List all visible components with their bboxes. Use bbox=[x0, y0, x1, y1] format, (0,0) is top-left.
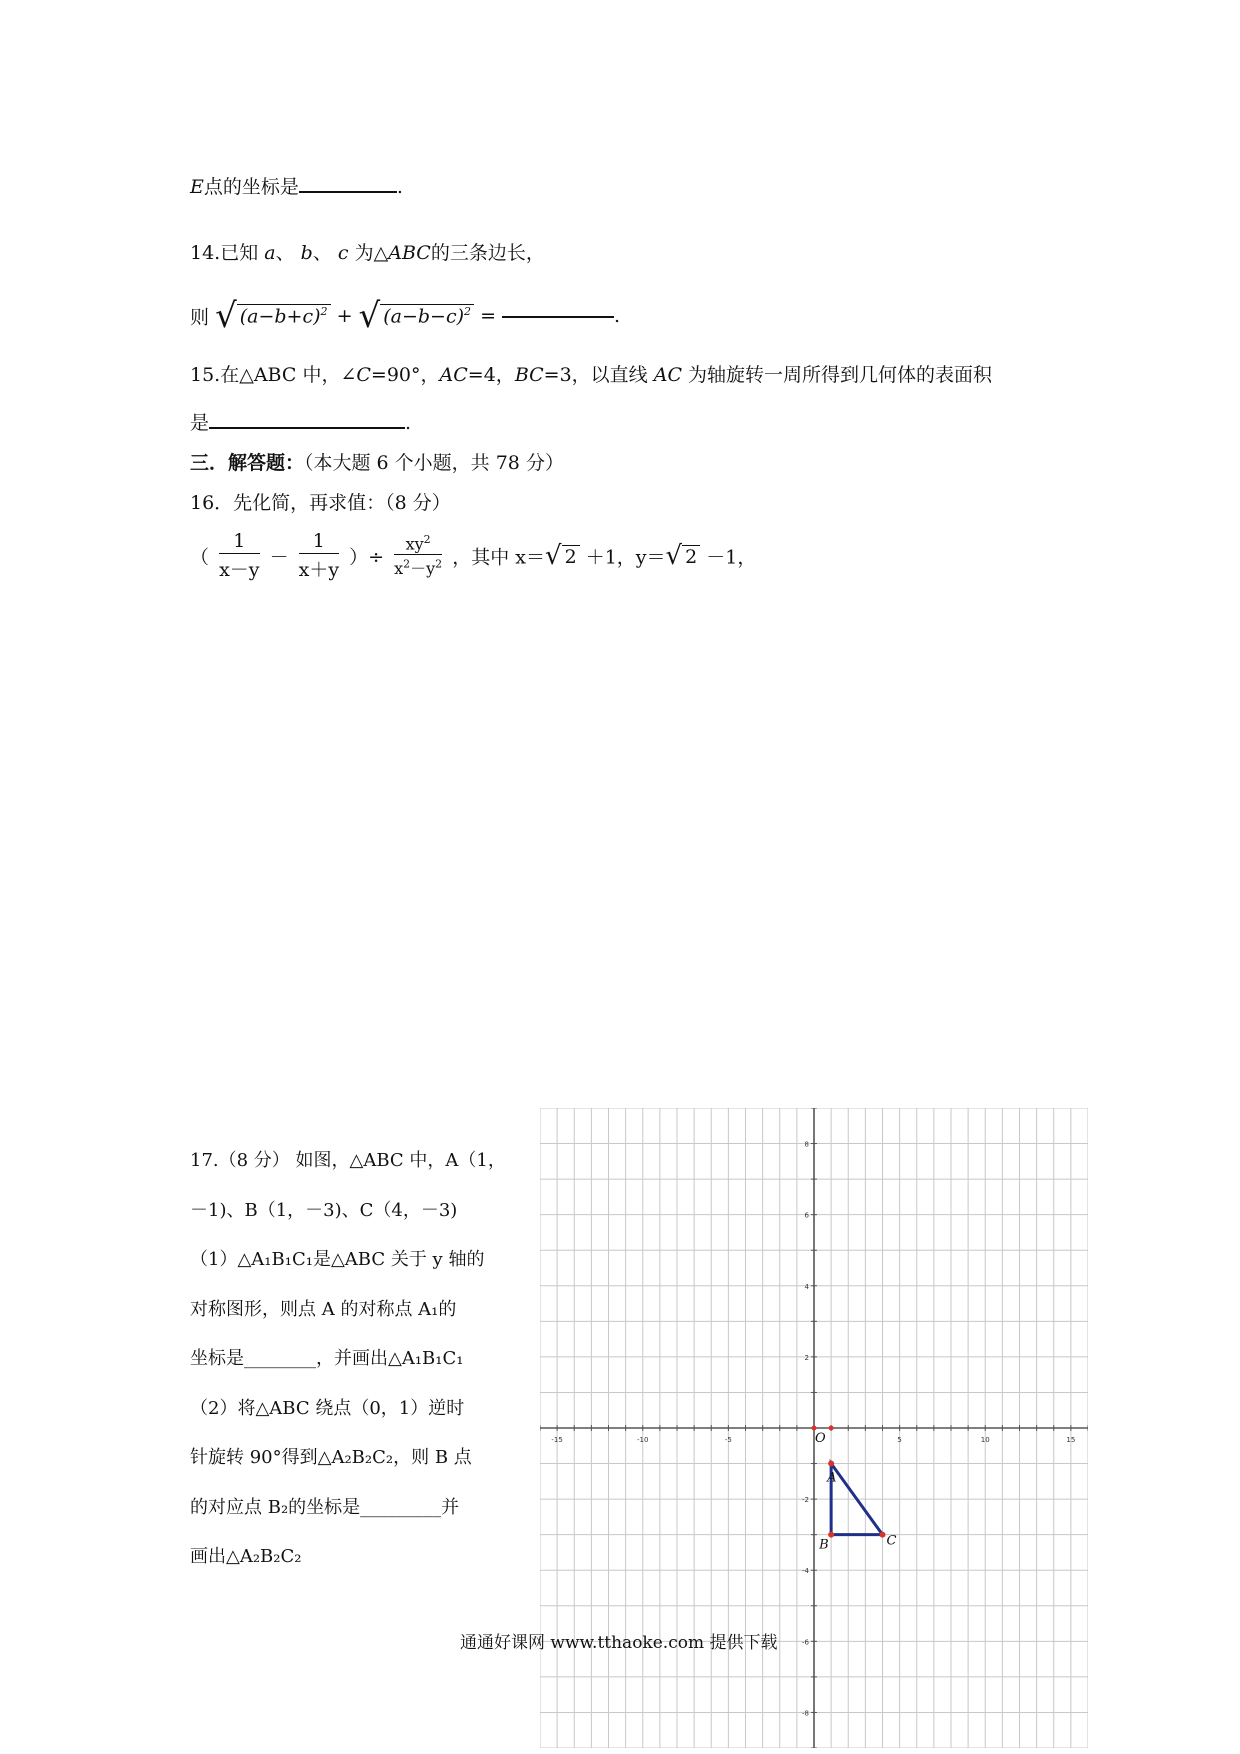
q14-rad1-sup: 2 bbox=[320, 305, 328, 319]
q13-var-e: E bbox=[190, 176, 204, 198]
q14-radical-2 bbox=[359, 296, 474, 336]
x-tick-label: -10 bbox=[637, 1436, 649, 1444]
q14-line2 bbox=[190, 296, 620, 336]
q17-line: 坐标是________，并画出△A₁B₁C₁ bbox=[190, 1348, 464, 1369]
q14-rad1-text: (a−b+c) bbox=[239, 305, 321, 328]
q16-f2-num: 1 bbox=[299, 530, 339, 554]
q14-radicand-1 bbox=[237, 304, 331, 327]
q16-title: 16．先化简，再求值：（8 分） bbox=[190, 492, 451, 514]
sqrt-icon: √ bbox=[358, 296, 381, 336]
q16-f1-num: 1 bbox=[219, 530, 259, 554]
q13-end: . bbox=[396, 176, 403, 198]
q16-f3-num-sup: 2 bbox=[423, 532, 431, 546]
q17-line: 针旋转 90°得到△A₂B₂C₂，则 B 点 bbox=[190, 1447, 472, 1468]
section-3-heading bbox=[190, 448, 564, 475]
point-c bbox=[880, 1532, 886, 1538]
q17-line: 17.（8 分） 如图，△ABC 中，A（1， bbox=[190, 1150, 506, 1171]
q17-line: 的对应点 B₂的坐标是_________并 bbox=[190, 1496, 460, 1518]
q15-seg6: =3，以直线 bbox=[543, 364, 648, 386]
point-label-c: C bbox=[886, 1533, 897, 1549]
q16-expression bbox=[190, 530, 756, 582]
q16-cond-a: ，其中 x＝ bbox=[452, 546, 545, 569]
q16-minus: － bbox=[269, 546, 289, 569]
x-tick-label: 15 bbox=[1066, 1436, 1076, 1444]
q16-root-1-val: 2 bbox=[562, 545, 580, 568]
sqrt-icon: √ bbox=[665, 541, 683, 571]
q16-cond-b: ＋1，y＝ bbox=[585, 546, 666, 569]
footer-credit: 通通好课网 www.tthaoke.com 提供下载 bbox=[460, 1633, 778, 1653]
q16-fraction-3 bbox=[394, 533, 442, 579]
q14-number: 14. bbox=[190, 242, 221, 264]
q14-radicand-2 bbox=[380, 304, 474, 327]
q14-rad2-text: (a−b−c) bbox=[383, 305, 465, 328]
q16-f3-den bbox=[394, 555, 442, 579]
q15-seg8: 为轴旋转一周所得到几何体的表面积 bbox=[688, 364, 993, 386]
q16-f3-den-a: x bbox=[394, 559, 404, 579]
q16-f2-den: x＋y bbox=[298, 559, 340, 581]
q15-seg0: 在△ABC 中，∠ bbox=[220, 364, 357, 386]
x-tick-label: 10 bbox=[980, 1436, 990, 1444]
q16-root-1 bbox=[545, 541, 580, 571]
q16-fraction-1 bbox=[219, 530, 259, 582]
point-label-a: A bbox=[827, 1470, 837, 1486]
q14-radical-1 bbox=[215, 296, 330, 336]
q14-plus: + bbox=[336, 305, 353, 327]
sqrt-icon: √ bbox=[215, 296, 237, 336]
q16-fraction-2 bbox=[299, 530, 339, 582]
q16-root-2 bbox=[666, 541, 701, 571]
q15-answer-blank bbox=[209, 426, 405, 429]
y-tick-label: -8 bbox=[802, 1709, 809, 1718]
q14-sep2: 、 bbox=[312, 242, 332, 264]
x-tick-label: 5 bbox=[897, 1436, 902, 1444]
origin-label: O bbox=[815, 1431, 826, 1446]
section-3-title: 三．解答题： bbox=[190, 452, 305, 474]
q17-line: 画出△A₂B₂C₂ bbox=[190, 1546, 302, 1567]
q14-tri: ABC bbox=[388, 242, 431, 264]
q16-f3-den-sup2: 2 bbox=[435, 557, 443, 571]
q16-f3-den-b: －y bbox=[410, 559, 436, 579]
y-tick-label: -4 bbox=[802, 1567, 809, 1576]
q15-line2 bbox=[190, 408, 411, 435]
q14-var-b: b bbox=[300, 242, 313, 264]
q17-line: （2）将△ABC 绕点（0，1）逆时 bbox=[190, 1397, 465, 1419]
q17-line: －1)、B（1，－3)、C（4，－3) bbox=[190, 1199, 458, 1221]
q17-line: 对称图形，则点 A 的对称点 A₁的 bbox=[190, 1298, 457, 1320]
point-b bbox=[828, 1532, 834, 1538]
q15-seg7: AC bbox=[653, 364, 682, 386]
y-tick-label: 2 bbox=[804, 1353, 809, 1362]
point-label-b: B bbox=[819, 1537, 829, 1553]
x-tick-label: -15 bbox=[551, 1436, 563, 1444]
point-a bbox=[828, 1461, 834, 1467]
origin-point bbox=[812, 1426, 817, 1431]
axis-point bbox=[829, 1426, 834, 1431]
q16-open-paren: （ bbox=[190, 546, 210, 569]
q15-seg1: C bbox=[356, 364, 371, 386]
y-tick-label: -6 bbox=[802, 1638, 809, 1647]
y-tick-label: -2 bbox=[802, 1496, 809, 1505]
q16-f1-den: x－y bbox=[219, 559, 260, 581]
q14-text-a: 已知 bbox=[220, 242, 259, 264]
q13-answer-blank bbox=[299, 190, 397, 193]
q16-f3-num bbox=[394, 533, 442, 555]
q14-sep1: 、 bbox=[275, 242, 295, 264]
y-tick-label: 4 bbox=[804, 1282, 809, 1291]
q14-ze: 则 bbox=[190, 306, 210, 329]
q13-line bbox=[190, 172, 403, 199]
sqrt-icon: √ bbox=[544, 541, 562, 571]
x-tick-label: -5 bbox=[724, 1436, 732, 1444]
q14-end: . bbox=[614, 305, 621, 327]
q15-number: 15. bbox=[190, 364, 221, 386]
q14-answer-blank bbox=[502, 315, 614, 318]
q17-line: （1）△A₁B₁C₁是△ABC 关于 y 轴的 bbox=[190, 1249, 485, 1270]
section-3-note: （本大题 6 个小题，共 78 分） bbox=[304, 452, 564, 474]
q14-var-c: c bbox=[337, 242, 349, 264]
q14-text-c: 的三条边长， bbox=[430, 242, 545, 264]
q14-eq: = bbox=[480, 305, 496, 327]
q15-seg4: =4， bbox=[467, 364, 515, 386]
q16-root-2-val: 2 bbox=[682, 545, 700, 568]
q16-close-div: ）÷ bbox=[349, 546, 385, 569]
q15-end: . bbox=[405, 412, 412, 434]
y-tick-label: 8 bbox=[804, 1140, 809, 1149]
q17-text bbox=[190, 1136, 506, 1582]
y-tick-label: 6 bbox=[804, 1211, 809, 1220]
q15-seg3: AC bbox=[439, 364, 468, 386]
q14-var-a: a bbox=[264, 242, 276, 264]
q16-f3-num-text: xy bbox=[405, 534, 424, 554]
q13-text: 点的坐标是 bbox=[203, 176, 299, 198]
q16-f3-den-sup1: 2 bbox=[403, 557, 411, 571]
q15-seg2: =90°， bbox=[370, 364, 440, 386]
q14-line1 bbox=[190, 238, 545, 265]
q16-cond-c: －1， bbox=[706, 546, 757, 569]
q15-seg5: BC bbox=[514, 364, 544, 386]
q15-shi: 是 bbox=[190, 412, 210, 434]
q15-line1 bbox=[190, 360, 992, 387]
q14-text-b: 为△ bbox=[354, 242, 389, 264]
q14-rad2-sup: 2 bbox=[464, 305, 472, 319]
